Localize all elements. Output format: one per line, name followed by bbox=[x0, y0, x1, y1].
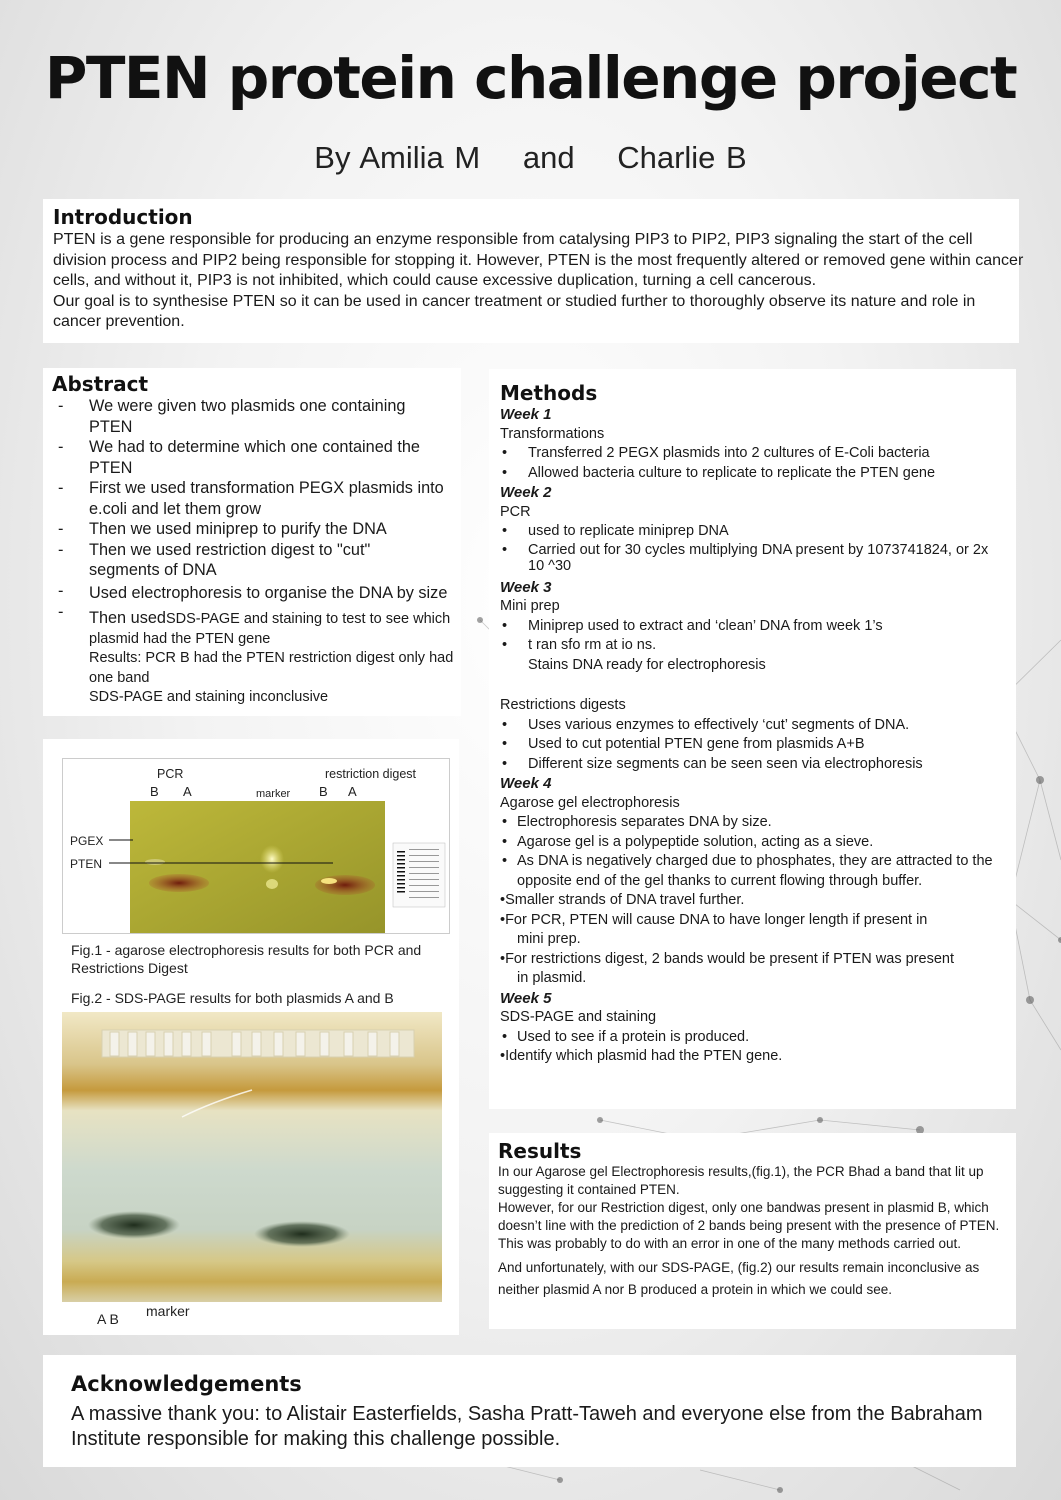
abstract-item: - Used electrophoresis to organise the DNA by size bbox=[52, 581, 467, 604]
author-2: Charlie B bbox=[617, 140, 747, 175]
pcr-label: PCR bbox=[500, 503, 531, 520]
methods-heading: Methods bbox=[500, 381, 598, 405]
abstract-sds-line: SDS-PAGE and staining inconclusive bbox=[89, 689, 329, 705]
week-3-item: • Miniprep used to extract and ‘clean’ DNA from week 1’s bbox=[500, 617, 1016, 637]
week-4-heading: Week 4 bbox=[500, 775, 552, 792]
figure-2-lane-labels: A B bbox=[97, 1311, 119, 1327]
week-1-list bbox=[500, 444, 1016, 483]
week-4-line: •For restrictions digest, 2 bands would be present if PTEN was present bbox=[500, 950, 954, 967]
restrictions-label: Restrictions digests bbox=[500, 697, 626, 713]
week-1-item: • Allowed bacteria culture to replicate to replicate the PTEN gene bbox=[500, 464, 1016, 484]
week-4-list bbox=[500, 813, 1016, 891]
week-3-list bbox=[500, 617, 1016, 656]
gel1-lane-a: A bbox=[183, 784, 192, 799]
sds-page-image bbox=[62, 1012, 442, 1302]
gel1-frame bbox=[62, 758, 450, 934]
abstract-list bbox=[52, 396, 467, 649]
week-2-heading: Week 2 bbox=[500, 484, 552, 501]
figure-2-marker-label: marker bbox=[146, 1303, 190, 1319]
gel1-lane-b: B bbox=[150, 784, 159, 799]
week-3-heading: Week 3 bbox=[500, 578, 552, 596]
gel1-lane-a: A bbox=[348, 784, 357, 799]
figures-panel bbox=[43, 739, 459, 1335]
agarose-label: Agarose gel electrophoresis bbox=[500, 794, 680, 811]
results-paragraph-2: However, for our Restriction digest, only one bandwas present in plasmid B, which doesn’t line with the prediction of 2 bands being present with the presence of PTEN. This was probably to do with an error in one of the many methods carried out. bbox=[498, 1200, 1000, 1251]
restrictions-item: • Used to cut potential PTEN gene from plasmids A+B bbox=[500, 735, 1016, 755]
introduction-paragraph-2: Our goal is to synthesise PTEN so it can be used in cancer treatment or studied further to thoroughly observe its nature and role in cancer prevention. bbox=[53, 292, 976, 330]
gel1-pten-label: PTEN bbox=[70, 857, 103, 871]
week-4-item: • Electrophoresis separates DNA by size. bbox=[500, 813, 1016, 833]
byline-and: and bbox=[522, 140, 575, 175]
week-1-heading: Week 1 bbox=[500, 406, 552, 423]
week-2-item: • Carried out for 30 cycles multiplying DNA present by 1073741824, or 2x 10 ^30 bbox=[500, 542, 1008, 574]
gel1-marker-label: marker bbox=[256, 788, 291, 800]
week-4-line: in plasmid. bbox=[517, 970, 587, 986]
week-5-heading: Week 5 bbox=[500, 989, 552, 1007]
sds-label: SDS-PAGE and staining bbox=[500, 1009, 657, 1025]
abstract-item-lead: Then used bbox=[89, 609, 166, 627]
abstract-heading: Abstract bbox=[52, 372, 149, 396]
week-5-line: •Identify which plasmid had the PTEN gene. bbox=[500, 1048, 783, 1064]
abstract-panel bbox=[43, 368, 461, 716]
restrictions-item: • Uses various enzymes to effectively ‘cut’ segments of DNA. bbox=[500, 716, 1016, 736]
miniprep-label: Mini prep bbox=[500, 598, 560, 614]
week-1-item: • Transferred 2 PEGX plasmids into 2 cultures of E-Coli bacteria bbox=[500, 444, 1016, 464]
methods-panel bbox=[489, 369, 1016, 1109]
author-1: By Amilia M bbox=[314, 140, 481, 175]
abstract-item: - Then we used restriction digest to "cut" segments of DNA bbox=[52, 540, 429, 581]
week-4-line: •For PCR, PTEN will cause DNA to have longer length if present in bbox=[500, 911, 928, 928]
abstract-item-rest: SDS-PAGE and staining to test to see which plasmid had the PTEN gene bbox=[89, 611, 451, 647]
abstract-results-line: Results: PCR B had the PTEN restriction digest only had one band bbox=[89, 650, 454, 686]
gel1-pgex-label: PGEX bbox=[70, 834, 104, 848]
gel1-pcr-label: PCR bbox=[157, 767, 184, 781]
restrictions-list bbox=[500, 716, 1016, 775]
gel1-lane-b: B bbox=[319, 784, 328, 799]
acknowledgements-heading: Acknowledgements bbox=[71, 1372, 302, 1396]
week-4-line: mini prep. bbox=[517, 931, 581, 947]
week-4-line: •Smaller strands of DNA travel further. bbox=[500, 892, 745, 908]
acknowledgements-panel bbox=[43, 1355, 1016, 1467]
week-5-list bbox=[500, 1028, 1016, 1048]
page-title: PTEN protein challenge project bbox=[44, 44, 1017, 112]
abstract-item: - We had to determine which one contained the PTEN bbox=[52, 437, 429, 478]
week-3-item: • t ran sfo rm at io ns. bbox=[500, 636, 1016, 656]
abstract-item: - First we used transformation PEGX plasmids into e.coli and let them grow bbox=[52, 478, 467, 519]
introduction-panel bbox=[43, 199, 1024, 343]
author-byline bbox=[0, 140, 1061, 176]
abstract-item: - Then we used miniprep to purify the DNA bbox=[52, 519, 467, 540]
week-4-item: • Agarose gel is a polypeptide solution, acting as a sieve. bbox=[500, 833, 1016, 853]
week-2-list bbox=[500, 522, 1016, 574]
abstract-item bbox=[52, 603, 467, 649]
figure-1-caption: Fig.1 - agarose electrophoresis results for both PCR and Restrictions Digest bbox=[71, 942, 422, 976]
gel1-restriction-label: restriction digest bbox=[325, 767, 417, 781]
results-paragraph-1: In our Agarose gel Electrophoresis results,(fig.1), the PCR Bhad a band that lit up suggesting it contained PTEN. bbox=[498, 1164, 984, 1197]
week-3-extra: Stains DNA ready for electrophoresis bbox=[528, 656, 766, 673]
transformations-label: Transformations bbox=[500, 425, 605, 442]
week-5-item: • Used to see if a protein is produced. bbox=[500, 1028, 1016, 1048]
figure-2-caption: Fig.2 - SDS-PAGE results for both plasmids A and B bbox=[71, 990, 394, 1006]
results-panel bbox=[489, 1133, 1016, 1329]
introduction-heading: Introduction bbox=[53, 205, 193, 229]
week-4-item: • As DNA is negatively charged due to phosphates, they are attracted to the opposite end of the gel thanks to current flowing through buffer. bbox=[500, 852, 1012, 891]
introduction-paragraph-1: PTEN is a gene responsible for producing an enzyme responsible from catalysing PIP3 to PIP2, PIP3 signaling the start of the cell division process and PIP2 being responsible for stopping it. However, PTEN is the most frequently altered or removed gene within cancer cells, and without it, PIP3 is not inhibited, which could cause excessive duplication, turning a cell cancerous. bbox=[53, 231, 1024, 289]
results-heading: Results bbox=[498, 1139, 582, 1163]
acknowledgements-text: A massive thank you: to Alistair Easterfields, Sasha Pratt-Taweh and everyone else from the Babraham Institute responsible for making this challenge possible. bbox=[71, 1403, 983, 1450]
results-paragraph-3: And unfortunately, with our SDS-PAGE, (fig.2) our results remain inconclusive as neither plasmid A nor B produced a protein in which we could see. bbox=[498, 1260, 980, 1297]
abstract-item: - We were given two plasmids one containing PTEN bbox=[52, 396, 429, 437]
week-2-item: • used to replicate miniprep DNA bbox=[500, 522, 1016, 542]
restrictions-item: • Different size segments can be seen seen via electrophoresis bbox=[500, 755, 1016, 775]
